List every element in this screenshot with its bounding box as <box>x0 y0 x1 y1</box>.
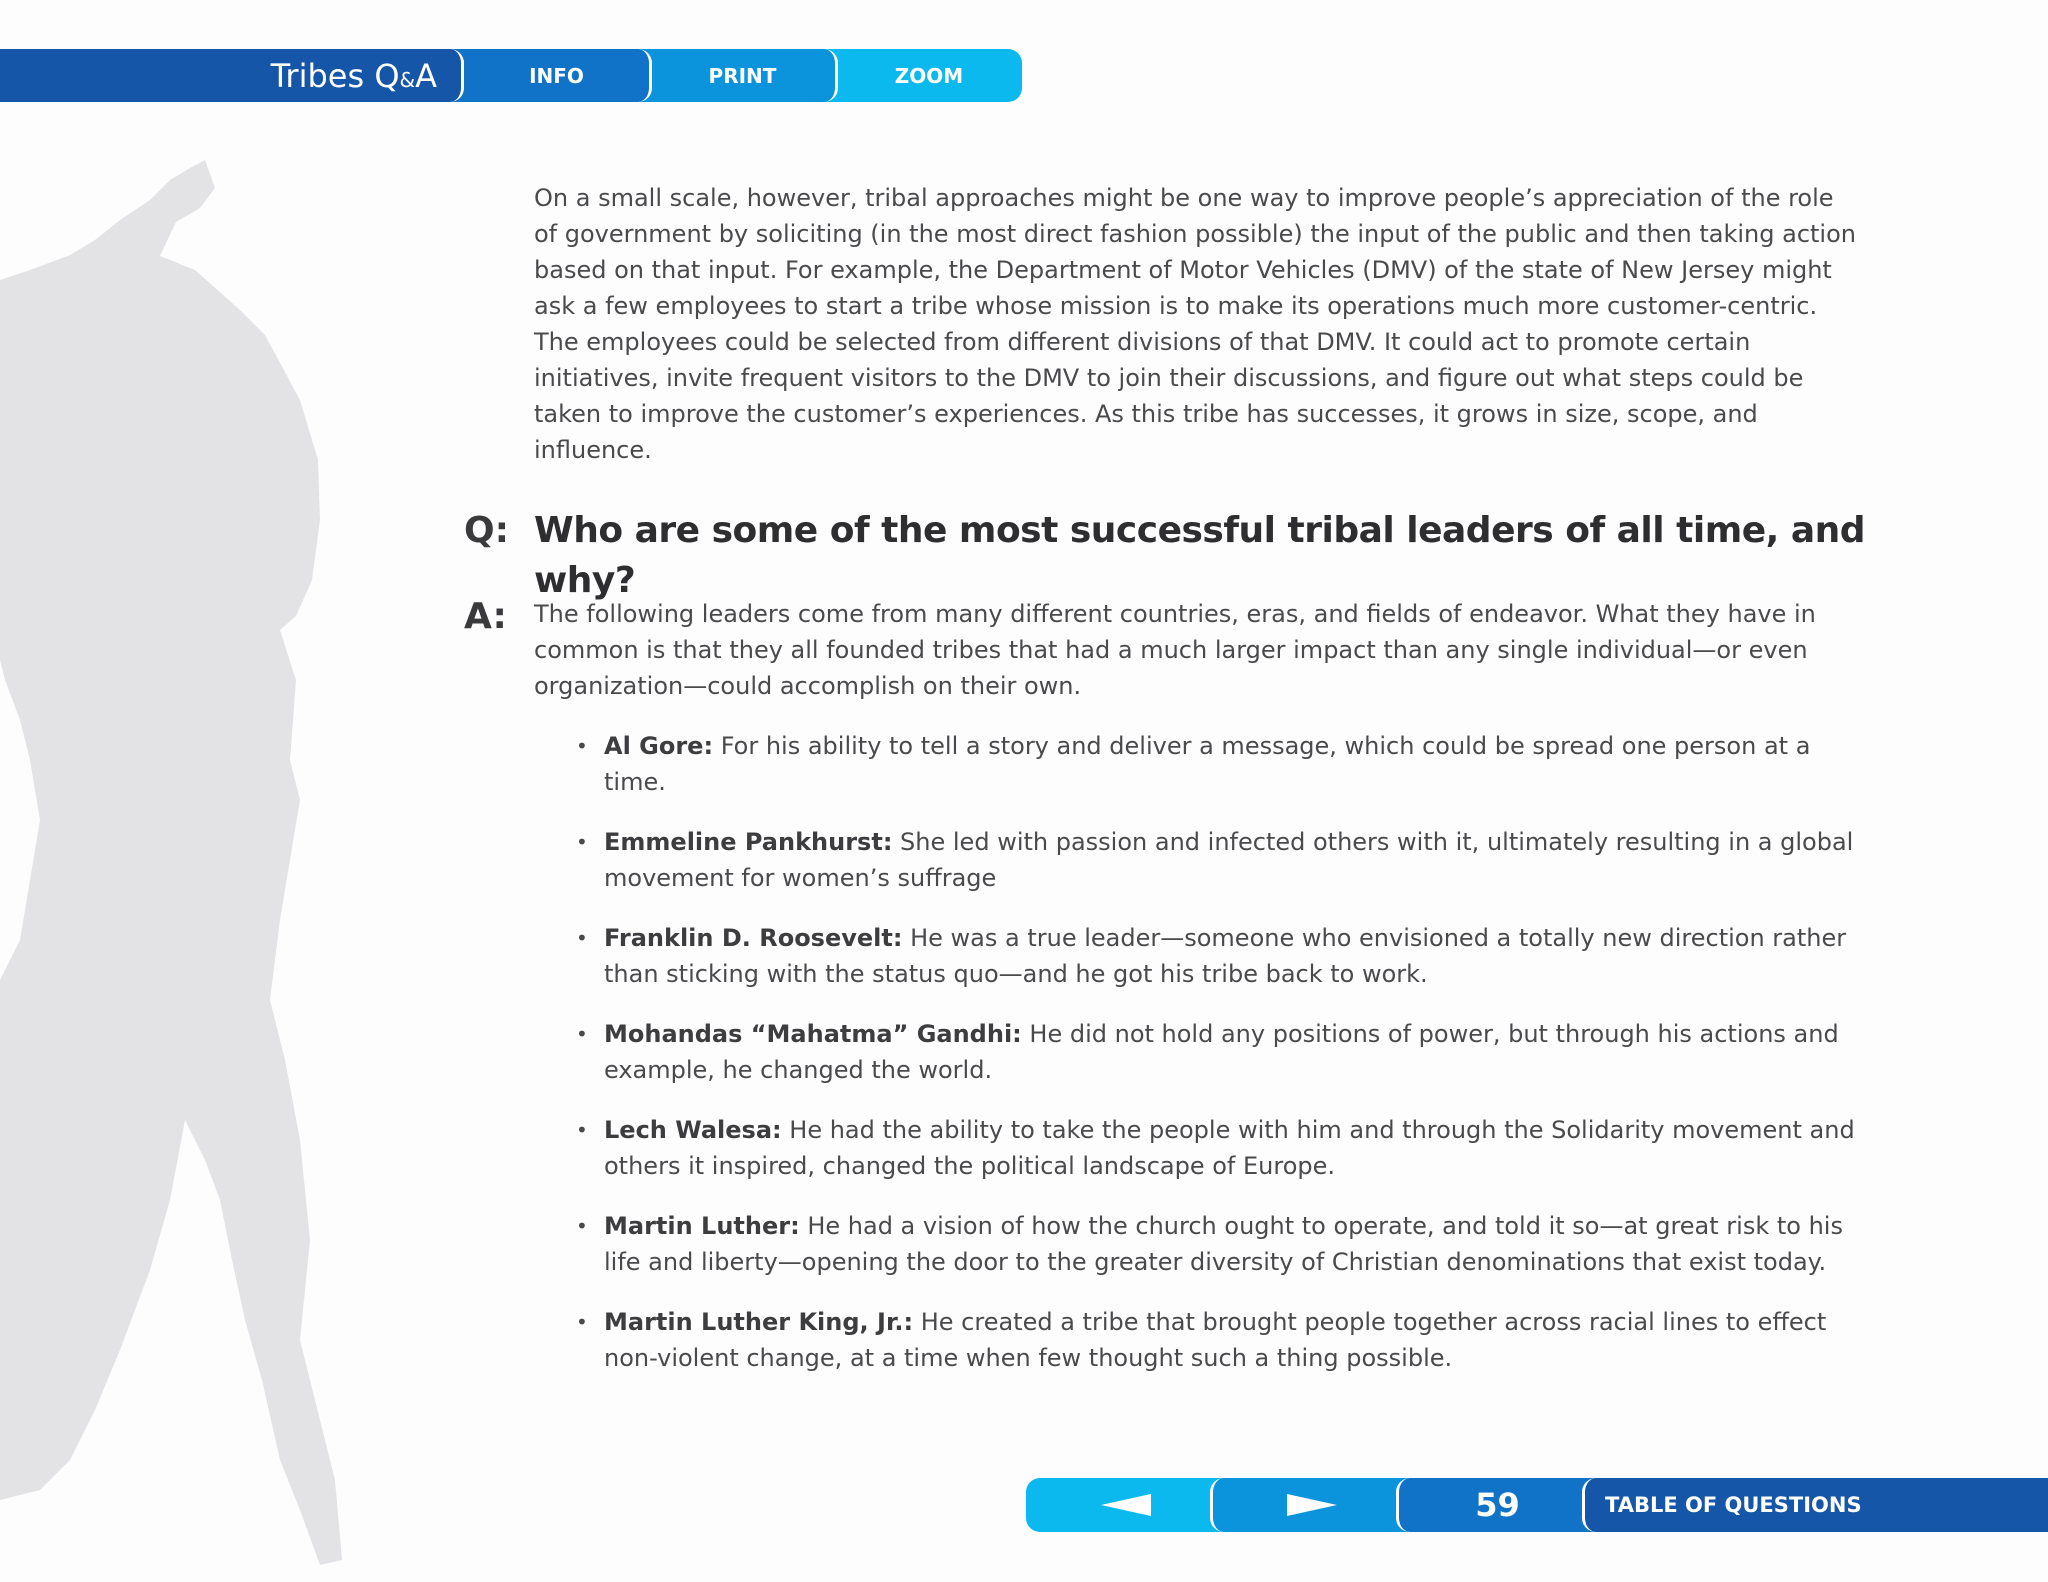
info-button[interactable] <box>450 49 652 102</box>
previous-page-button[interactable] <box>1026 1478 1226 1532</box>
leader-name: Al Gore: <box>604 732 714 760</box>
question-label: Q: <box>464 510 509 551</box>
list-item <box>576 920 1864 992</box>
list-item <box>576 1112 1864 1184</box>
list-item <box>576 824 1864 896</box>
leader-name: Franklin D. Roosevelt: <box>604 924 903 952</box>
answer-label: A: <box>464 596 507 637</box>
leader-description: She led with passion and infected others with it, ultimately resulting in a global movement for women’s suffrage <box>604 828 1854 892</box>
bullet-icon: • <box>576 1214 588 1238</box>
page-number-badge <box>1396 1478 1596 1532</box>
list-item <box>576 1304 1864 1376</box>
question-block <box>464 506 1874 606</box>
zoom-button[interactable] <box>822 49 1022 102</box>
info-label: INFO <box>529 63 584 88</box>
leader-name: Martin Luther: <box>604 1212 800 1240</box>
top-navigation <box>0 49 1025 102</box>
intro-paragraph: On a small scale, however, tribal approaches might be one way to improve people’s appreciation of the role of government by soliciting (in the most direct fashion possible) the input of the public and then taking action based on that input. For example, the Department of Motor Vehicles (DMV) of the state of New Jersey might ask a few employees to start a tribe whose mission is to make its operations much more customer-centric. The employees could be selected from different divisions of that DMV. It could act to promote certain initiatives, invite frequent visitors to the DMV to join their discussions, and figure out what steps could be taken to improve the customer’s experiences. As this tribe has successes, it grows in size, scope, and influence. <box>534 184 1856 464</box>
bullet-icon: • <box>576 1022 588 1046</box>
table-of-questions-button[interactable] <box>1582 1478 2048 1532</box>
leader-name: Martin Luther King, Jr.: <box>604 1308 914 1336</box>
bullet-icon: • <box>576 830 588 854</box>
page-number: 59 <box>1475 1486 1520 1524</box>
bullet-icon: • <box>576 1118 588 1142</box>
leader-name: Emmeline Pankhurst: <box>604 828 893 856</box>
brand-title: Tribes Q&A <box>270 56 437 95</box>
leader-description: He was a true leader—someone who envisioned a totally new direction rather than sticking with the status quo—and he got his tribe back to work. <box>604 924 1847 988</box>
brand-tab[interactable] <box>0 49 464 102</box>
bottom-navigation <box>1026 1478 2048 1532</box>
list-item <box>576 1016 1864 1088</box>
zoom-label: ZOOM <box>894 63 964 88</box>
bullet-icon: • <box>576 1310 588 1334</box>
answer-body <box>534 596 1864 1400</box>
leaders-list <box>534 728 1864 1376</box>
leader-description: He created a tribe that brought people together across racial lines to effect non-violent change, at a time when few thought such a thing possible. <box>604 1308 1827 1372</box>
leader-name: Lech Walesa: <box>604 1116 782 1144</box>
next-page-button[interactable] <box>1210 1478 1410 1532</box>
bullet-icon: • <box>576 926 588 950</box>
answer-intro: The following leaders come from many different countries, eras, and fields of endeavor. What they have in common is that they all founded tribes that had a much larger impact than any single individual—or even organization—could accomplish on their own. <box>534 600 1816 700</box>
right-arrow-icon <box>1287 1494 1337 1516</box>
list-item <box>576 1208 1864 1280</box>
print-button[interactable] <box>636 49 838 102</box>
leader-description: He had the ability to take the people with him and through the Solidarity movement and others it inspired, changed the political landscape of Europe. <box>604 1116 1855 1180</box>
print-label: PRINT <box>708 63 777 88</box>
leader-description: He did not hold any positions of power, but through his actions and example, he changed the world. <box>604 1020 1839 1084</box>
leader-description: For his ability to tell a story and deliver a message, which could be spread one person at a time. <box>604 732 1811 796</box>
left-arrow-icon <box>1101 1494 1151 1516</box>
person-silhouette-image <box>0 160 360 1580</box>
leader-description: He had a vision of how the church ought to operate, and told it so—at great risk to his life and liberty—opening the door to the greater diversity of Christian denominations that exist today. <box>604 1212 1843 1276</box>
list-item <box>576 728 1864 800</box>
table-of-questions-label: TABLE OF QUESTIONS <box>1605 1493 1862 1517</box>
answer-block <box>464 596 1874 1400</box>
bullet-icon: • <box>576 734 588 758</box>
question-heading: Who are some of the most successful tribal leaders of all time, and why? <box>534 510 1866 601</box>
leader-name: Mohandas “Mahatma” Gandhi: <box>604 1020 1022 1048</box>
intro-section <box>534 180 1864 468</box>
